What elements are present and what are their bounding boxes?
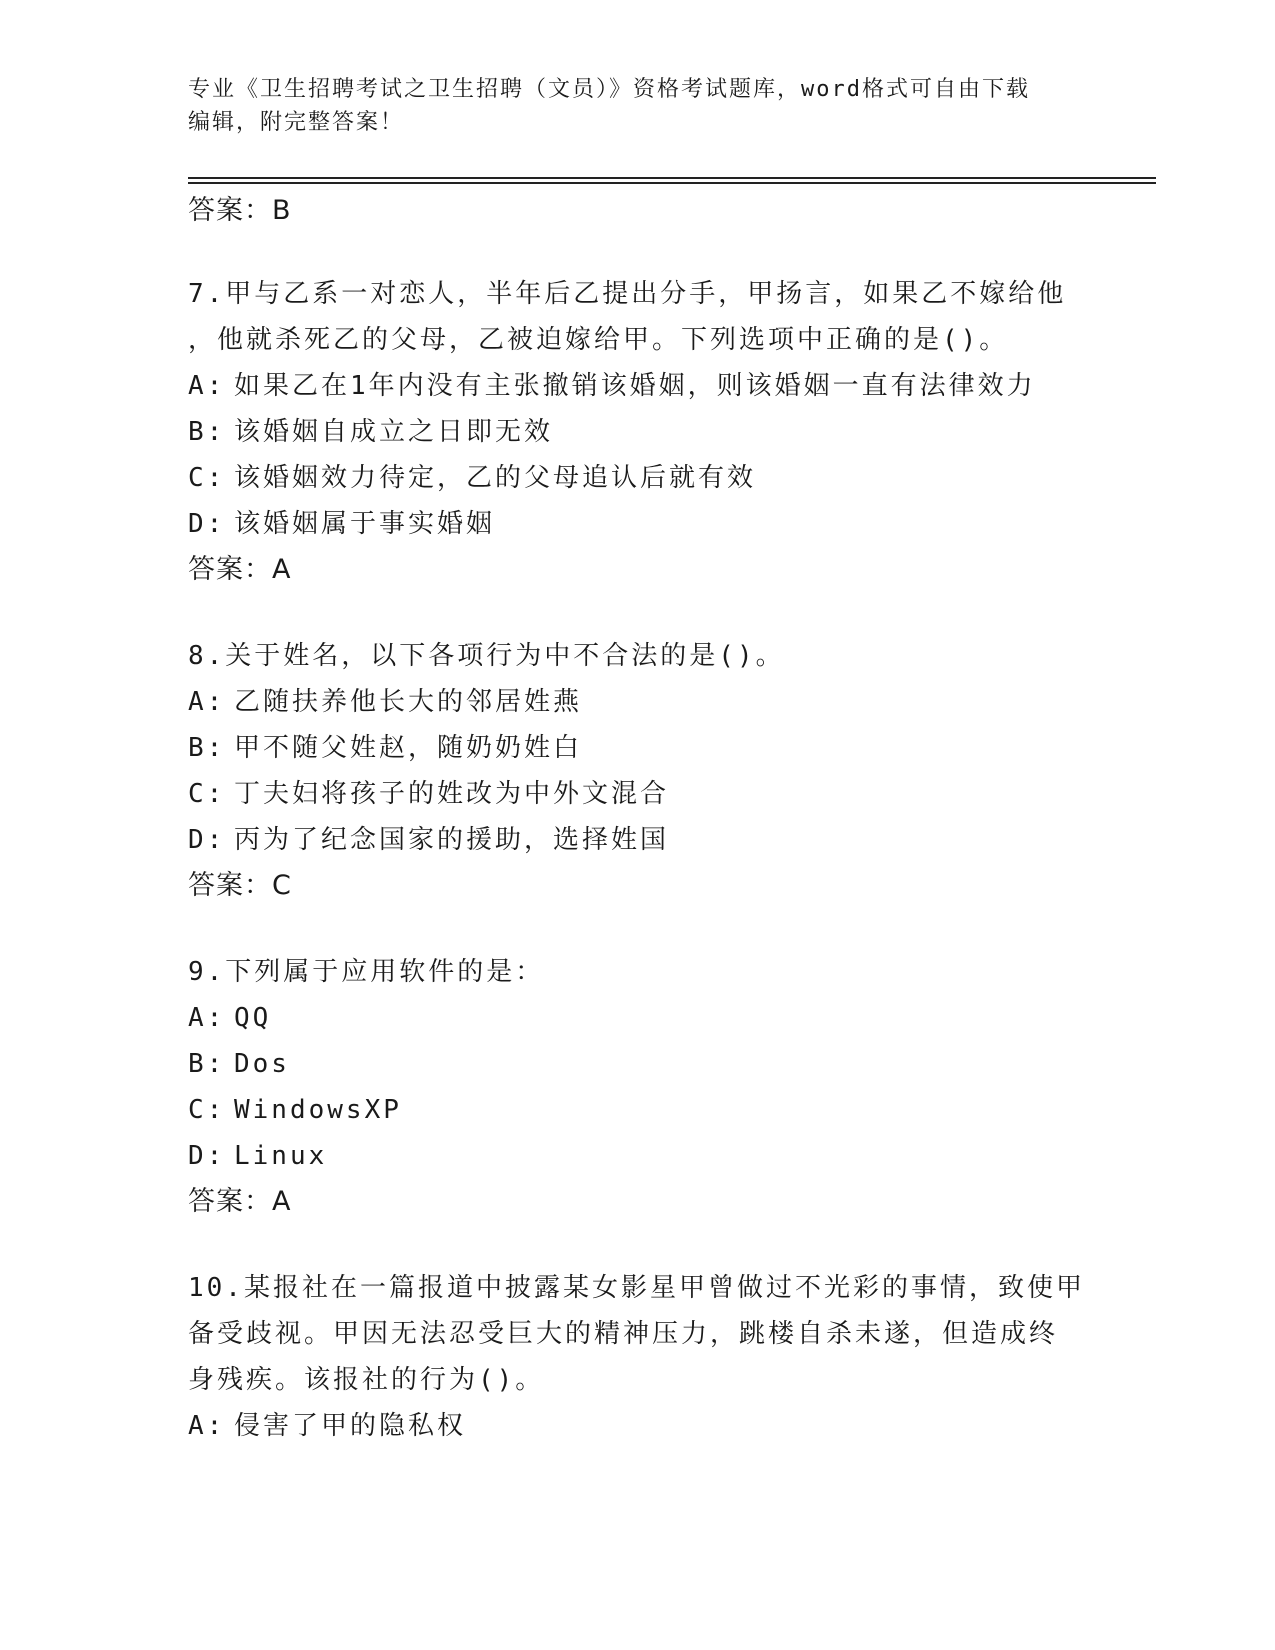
answer-option xyxy=(188,501,1088,547)
option-text: 乙随扶养他长大的邻居姓燕 xyxy=(234,687,583,717)
question-stem: 9.下列属于应用软件的是： xyxy=(188,957,545,987)
question-block xyxy=(188,633,1088,909)
option-label: C: xyxy=(188,1095,226,1125)
answer-option xyxy=(188,995,1088,1041)
answer-key: 答案：C xyxy=(188,870,292,901)
answer-option xyxy=(188,771,1088,817)
option-label: A: xyxy=(188,1411,226,1441)
question-block xyxy=(188,949,1088,1225)
answer-option xyxy=(188,679,1088,725)
option-label: B: xyxy=(188,417,226,447)
question-list xyxy=(188,188,1088,1449)
option-label: A: xyxy=(188,687,226,717)
option-text: Dos xyxy=(234,1049,290,1079)
option-text: 甲不随父姓赵，随奶奶姓白 xyxy=(234,733,583,763)
answer-option xyxy=(188,1403,1088,1449)
option-label: B: xyxy=(188,733,226,763)
answer-option xyxy=(188,725,1088,771)
header-line-2: 编辑，附完整答案！ xyxy=(188,110,405,135)
answer-option xyxy=(188,1041,1088,1087)
option-text: Linux xyxy=(234,1141,328,1171)
answer-option xyxy=(188,409,1088,455)
question-stem: 8.关于姓名，以下各项行为中不合法的是()。 xyxy=(188,641,785,671)
option-text: 丙为了纪念国家的援助，选择姓国 xyxy=(234,825,670,855)
option-label: C: xyxy=(188,779,226,809)
answer-option xyxy=(188,455,1088,501)
previous-answer: 答案：B xyxy=(188,195,292,226)
header-line-1: 专业《卫生招聘考试之卫生招聘（文员）》资格考试题库，word格式可自由下载 xyxy=(188,77,1030,102)
question-block xyxy=(188,1265,1088,1449)
header-divider-bottom xyxy=(188,182,1156,184)
answer-option xyxy=(188,1133,1088,1179)
question-stem: 备受歧视。甲因无法忍受巨大的精神压力，跳楼自杀未遂，但造成终 xyxy=(188,1319,1059,1349)
option-label: D: xyxy=(188,825,226,855)
option-text: 该婚姻属于事实婚姻 xyxy=(234,509,496,539)
answer-option xyxy=(188,1087,1088,1133)
question-stem: 7.甲与乙系一对恋人，半年后乙提出分手，甲扬言，如果乙不嫁给他 xyxy=(188,279,1067,309)
question-stem: 身残疾。该报社的行为()。 xyxy=(188,1365,545,1395)
option-text: 丁夫妇将孩子的姓改为中外文混合 xyxy=(234,779,670,809)
option-text: WindowsXP xyxy=(234,1095,402,1125)
question-block xyxy=(188,271,1088,593)
question-stem: 10.某报社在一篇报道中披露某女影星甲曾做过不光彩的事情，致使甲 xyxy=(188,1273,1085,1303)
question-stem: ，他就杀死乙的父母，乙被迫嫁给甲。下列选项中正确的是()。 xyxy=(188,325,1009,355)
option-text: 侵害了甲的隐私权 xyxy=(234,1411,467,1441)
option-label: A: xyxy=(188,1003,226,1033)
option-label: D: xyxy=(188,1141,226,1171)
option-label: A: xyxy=(188,371,226,401)
answer-option xyxy=(188,363,1088,409)
header-divider-top xyxy=(188,177,1156,179)
document-header xyxy=(188,73,1088,139)
option-text: QQ xyxy=(234,1003,272,1033)
option-label: C: xyxy=(188,463,226,493)
option-label: B: xyxy=(188,1049,226,1079)
option-text: 如果乙在1年内没有主张撤销该婚姻，则该婚姻一直有法律效力 xyxy=(234,371,1036,401)
option-text: 该婚姻自成立之日即无效 xyxy=(234,417,554,447)
answer-key: 答案：A xyxy=(188,554,292,585)
option-label: D: xyxy=(188,509,226,539)
answer-key: 答案：A xyxy=(188,1186,292,1217)
option-text: 该婚姻效力待定，乙的父母追认后就有效 xyxy=(234,463,757,493)
answer-option xyxy=(188,817,1088,863)
